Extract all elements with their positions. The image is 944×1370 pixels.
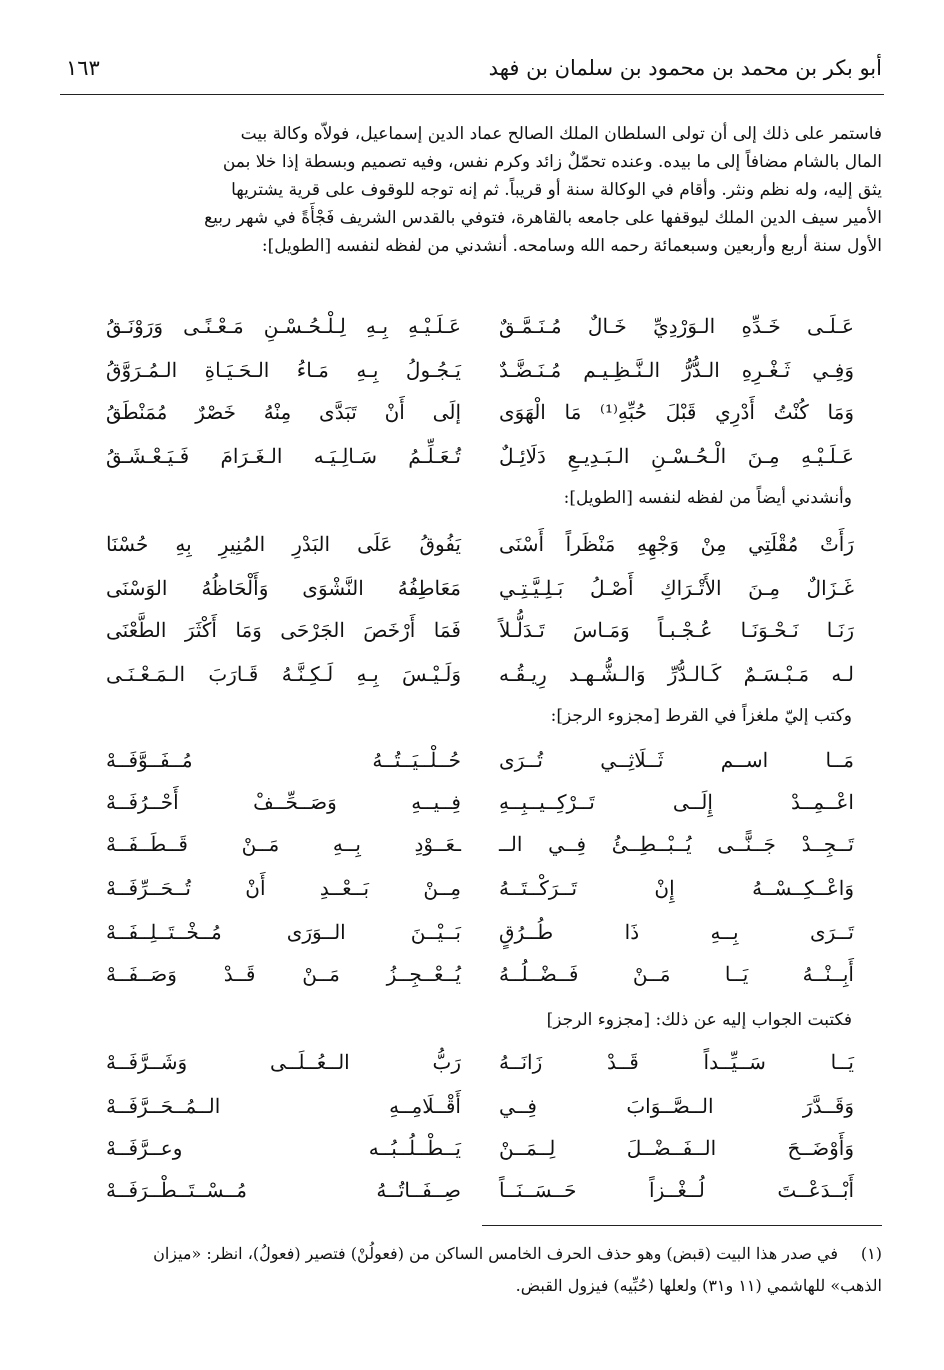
verse-line — [62, 782, 882, 822]
verse-second-hemistich: عَـلَـيْـهِ بِـهِ لِـلْـحُـسْـنِ مَـعْـنًـى وَرَوْنَـقُ — [106, 314, 461, 338]
verse-line — [62, 610, 882, 650]
prose-line: يثق إليه، وله نظم ونثر. وأقام في الوكالة سنة أو قريباً. ثم إنه توجه للوقوف على قرية يشتريها — [231, 180, 882, 200]
verse-second-hemistich: إلَى أَنْ تَبَدَّى مِنْهُ خَصْرٌ مُمَنْطَقُ — [106, 400, 461, 424]
verse-second-hemistich: يَـجُـولُ بِـهِ مَـاءُ الـحَـيَـاةِ الـمُـرَوَّقُ — [106, 358, 461, 382]
verse-line — [62, 306, 882, 346]
verse-second-hemistich: تُـعَـلِّـمُ سَـالِـيَـه الـغَـرَامَ فَـيَـعْـشَـقُ — [106, 444, 461, 468]
verse-second-hemistich: فَمَا أَرْخَصَ الجَرْحَى وَمَا أَكْثَرَ الطَّعْنَى — [106, 618, 461, 642]
verse-first-hemistich: أَبْــدَعْــتَ لُــغْــزاً حَــسَــنَــاً — [499, 1178, 854, 1202]
prose-line: المال بالشام مضافاً إلى ما بيده. وعنده تحمّلٌ زائد وكرم نفس، وفيه تصميم وبسطة إذا خلا بمن — [222, 152, 882, 172]
verse-line — [62, 568, 882, 608]
verse-line — [62, 1170, 882, 1210]
verse-first-hemistich: تَــرَى بِــهِ ذَا طُــرُقٍ — [499, 920, 854, 944]
prose-line: فاستمر على ذلك إلى أن تولى السلطان الملك الصالح عماد الدين إسماعيل، فولاّه وكالة بيت — [240, 124, 882, 144]
verse-second-hemistich: صِــفَــاتُــهُ مُــسْــتَــطْــرَفَــهْ — [106, 1178, 461, 1202]
verse-line — [62, 868, 882, 908]
verse-line — [62, 392, 882, 432]
verse-first-hemistich: وَمَا كُنْتُ أَدْرِي قَبْلَ حُبِّهِ⁽¹⁾ مَا الْهَوَى — [499, 400, 854, 424]
verse-second-hemistich: مِــنْ بَــعْــدِ أَنْ تُــحَــرِّفَــهْ — [106, 876, 461, 900]
verse-line — [62, 954, 882, 994]
verse-line — [62, 912, 882, 952]
verse-first-hemistich: وَفِـي ثَـغْـرِهِ الـدُّرُّ الـنَّـظِـيـم مُـنَـضَّـدٌ — [499, 358, 854, 382]
verse-line — [62, 524, 882, 564]
verse-second-hemistich: يُــعْــجِــزُ مَــنْ قَــدْ وَصَــفَــهْ — [106, 962, 461, 986]
verse-first-hemistich: اعْــمِــدْ إِلَــى تَــرْكِــيــبِــهِ — [499, 790, 854, 814]
verse-line — [62, 654, 882, 694]
verse-first-hemistich: عَـلَـيْـهِ مِـنَ الْـحُـسْـنِ الـبَـدِيـعِ دَلَائِـلٌ — [499, 444, 854, 468]
footnote — [62, 1238, 882, 1302]
verse-second-hemistich: يَفُوقُ عَلَى البَدْرِ المُنِيرِ بِهِ حُسْنَا — [106, 532, 461, 556]
verse-line — [62, 436, 882, 476]
footnote-marker: (١) — [860, 1244, 882, 1263]
verse-line — [62, 1042, 882, 1082]
verse-line — [62, 824, 882, 864]
verse-first-hemistich: تَــجِــدْ جَــنًّــى يُــبْــطِــئُ فِــي الــ — [499, 832, 854, 856]
verse-second-hemistich: رَبُّ الــعُــلَــى وَشَــرَّفَــهْ — [106, 1050, 461, 1074]
prose-line: الأمير سيف الدين الملك ليوقفها على جامعه بالقاهرة، فتوفي بالقدس الشريف فَجْأَةً في شهر ربيع — [204, 208, 882, 228]
verse-second-hemistich: وَلَـيْـسَ بِـهِ لَـكِـنَّـهُ قَـارَبَ الـمَـعْـنَـى — [106, 662, 461, 686]
verse-second-hemistich: يَــطْــلُــبُــه وعــرَّفَــهْ — [106, 1136, 461, 1160]
verse-first-hemistich: مَــا اســم ثَــلَاثِــي تُــرَى — [499, 748, 854, 772]
verse-second-hemistich: أَقْــلَامِــهِ الــمُــحَــرَّفَــهْ — [106, 1094, 461, 1118]
running-title: أبو بكر بن محمد بن محمود بن سلمان بن فهد — [488, 56, 882, 80]
header-rule — [60, 94, 884, 95]
verse-second-hemistich: بَــيْــنَ الــوَرَى مُــخْــتَــلِــفَــهْ — [106, 920, 461, 944]
footnote-rule — [482, 1225, 882, 1226]
prose-line: الأول سنة أربع وأربعين وسبعمائة رحمه الله وسامحه. أنشدني من لفظه لنفسه [الطويل]: — [261, 236, 882, 256]
footnote-text: في صدر هذا البيت (قبض) وهو حذف الحرف الخامس الساكن من (فعولُنْ) فتصير (فعولُ)، انظر: «ميزان — [153, 1244, 838, 1263]
verse-first-hemistich: وَقَــدَّرَ الــصَّــوَابَ فِــي — [499, 1094, 854, 1118]
verse-second-hemistich: ـعَــوْدِ بِــهِ مَــنْ قَــطَــفَــهْ — [106, 832, 461, 856]
verse-first-hemistich: أَبِــنْــهُ يَــا مَــنْ فَــضْــلُــهُ — [499, 962, 854, 986]
verse-intro: فكتبت الجواب إليه عن ذلك: [مجزوء الرجز] — [546, 1010, 852, 1030]
verse-first-hemistich: رَنَـا نَـحْـوَنَـا عُـجْـبـاً وَمَـاسَ تَـدَلُّـلاً — [499, 618, 854, 642]
verse-first-hemistich: غَـزَالٌ مِـنَ الأَتْـرَاكِ أَصْـلُ بَـلِـيَّـتِـي — [499, 576, 854, 600]
prose-paragraph — [62, 120, 882, 260]
verse-first-hemistich: وَاعْــكِــسْــهُ إِنْ تَــرَكْــتَــهُ — [499, 876, 854, 900]
verse-line — [62, 1086, 882, 1126]
verse-line — [62, 350, 882, 390]
verse-line — [62, 740, 882, 780]
verse-first-hemistich: وَأَوْضَــحَ الــفَــضْــلَ لِــمَــنْ — [499, 1136, 854, 1160]
verse-second-hemistich: حُــلْــيَــتُــهُ مُــفَــوَّفَــهْ — [106, 748, 461, 772]
footnote-line: الذهب» للهاشمي (١١ و٣١) ولعلها (حُبِّيه) فيزول القبض. — [515, 1276, 882, 1295]
verse-first-hemistich: عَـلَـى خَـدِّهِ الـوَرْدِيِّ خَـالٌ مُـنَـمَّـقٌ — [499, 314, 854, 338]
verse-first-hemistich: رَأَتْ مُقْلَتِي مِنْ وَجْهِهِ مَنْظَراً أَسْنَى — [499, 532, 854, 556]
verse-second-hemistich: فِــيــهِ وَصَــحِّــفْ أَحْــرُفَــهْ — [106, 790, 461, 814]
page-number: ١٦٣ — [66, 56, 100, 80]
verse-line — [62, 1128, 882, 1168]
footnote-line — [62, 1238, 882, 1270]
verse-intro: وكتب إليّ ملغزاً في القرط [مجزوء الرجز]: — [550, 706, 852, 726]
verse-second-hemistich: مَعَاطِفُهُ النَّشْوَى وَأَلْحَاظُهُ الوَسْنَى — [106, 576, 461, 600]
verse-first-hemistich: يَــا سَــيِّــداً قَــدْ زَانَــهُ — [499, 1050, 854, 1074]
verse-first-hemistich: لـه مَـبْـسَـمٌ كَـالـدُّرِّ وَالـشُّـهـد رِيـقُـه — [499, 662, 854, 686]
verse-intro: وأنشدني أيضاً من لفظه لنفسه [الطويل]: — [563, 488, 852, 508]
